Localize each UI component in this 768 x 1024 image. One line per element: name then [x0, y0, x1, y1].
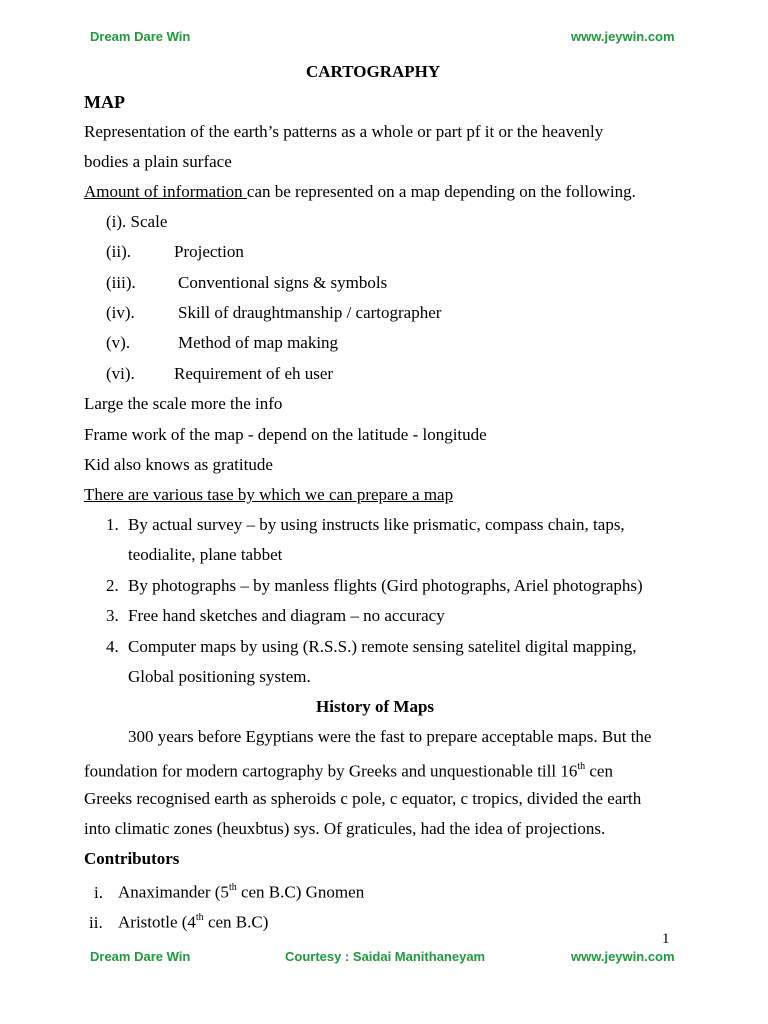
list-item-number: (iv).	[106, 303, 135, 322]
history-line-4: into climatic zones (heuxbtus) sys. Of graticules, had the idea of projections.	[84, 819, 606, 838]
list-item-text: Free hand sketches and diagram – no accuracy	[128, 606, 445, 625]
header-left-text: Dream Dare Win	[90, 29, 191, 44]
large-scale-line: Large the scale more the info	[84, 394, 283, 413]
list-item-number: (i).	[106, 212, 127, 231]
list-item-text: Anaximander (5	[118, 882, 229, 902]
superscript: th	[228, 882, 237, 893]
list-item	[106, 212, 167, 232]
list-item	[106, 303, 441, 323]
history-line-2-end: cen	[585, 761, 613, 781]
kid-line: Kid also knows as gratitude	[84, 455, 273, 474]
list-item	[106, 637, 637, 657]
list-item	[106, 364, 333, 384]
list-item-continuation: Global positioning system.	[128, 667, 311, 686]
list-item-text: By photographs – by manless flights (Gird photographs, Ariel photographs)	[128, 576, 643, 595]
superscript: th	[577, 761, 586, 772]
page-number: 1	[662, 931, 670, 947]
list-item-number: 3.	[106, 606, 119, 625]
map-heading: MAP	[84, 92, 125, 112]
list-item	[106, 576, 643, 596]
list-item-text: Method of map making	[178, 333, 339, 352]
various-line: There are various tase by which we can prepare a map	[84, 485, 454, 504]
superscript: th	[195, 912, 204, 923]
list-item-number: (v).	[106, 333, 131, 352]
list-item	[106, 515, 625, 535]
document-title: CARTOGRAPHY	[306, 62, 441, 81]
amount-rest: can be represented on a map depending on the following.	[246, 182, 636, 201]
list-item-number: i.	[94, 882, 103, 902]
list-item-number: 4.	[106, 637, 119, 656]
list-item-text: Computer maps by using (R.S.S.) remote sensing satelitel digital mapping,	[128, 637, 637, 656]
list-item	[106, 606, 445, 626]
footer-left-text: Dream Dare Win	[90, 949, 191, 964]
list-item-number: ii.	[89, 912, 103, 932]
list-item-text: Conventional signs & symbols	[178, 273, 388, 292]
list-item-text: Projection	[174, 242, 244, 261]
list-item-text: By actual survey – by using instructs like prismatic, compass chain, taps,	[128, 515, 625, 534]
list-item	[89, 909, 268, 933]
contributors-heading: Contributors	[84, 849, 180, 868]
amount-line	[84, 182, 636, 202]
list-item	[106, 242, 244, 262]
amount-underlined: Amount of information	[84, 182, 247, 201]
list-item-number: (iii).	[106, 273, 136, 292]
list-item-number: (vi).	[106, 364, 135, 383]
history-heading: History of Maps	[316, 697, 435, 716]
list-item-number: 2.	[106, 576, 119, 595]
definition-line-2: bodies a plain surface	[84, 152, 232, 171]
list-item-text: Requirement of eh user	[174, 364, 334, 383]
history-line-1: 300 years before Egyptians were the fast to prepare acceptable maps. But the	[128, 727, 652, 746]
footer-courtesy-text: Courtesy : Saidai Manithaneyam	[285, 949, 486, 964]
list-item-text: Scale	[130, 212, 168, 231]
list-item-number: (ii).	[106, 242, 132, 261]
history-line-3: Greeks recognised earth as spheroids c pole, c equator, c tropics, divided the earth	[84, 789, 642, 808]
list-item	[106, 273, 387, 293]
header-website-link[interactable]: www.jeywin.com	[571, 29, 675, 44]
history-line-2-text: foundation for modern cartography by Greeks and unquestionable till 16	[84, 761, 578, 781]
list-item	[94, 879, 364, 903]
footer-website-link[interactable]: www.jeywin.com	[571, 949, 675, 964]
definition-line-1: Representation of the earth’s patterns as a whole or part pf it or the heavenly	[84, 122, 604, 141]
list-item-continuation: teodialite, plane tabbet	[128, 545, 283, 564]
list-item-text: Skill of draughtmanship / cartographer	[178, 303, 442, 322]
history-line-2	[84, 758, 613, 782]
list-item-text: Aristotle (4	[118, 912, 196, 932]
list-item-text-end: cen B.C) Gnomen	[236, 882, 365, 902]
list-item	[106, 333, 338, 353]
list-item-text-end: cen B.C)	[203, 912, 269, 932]
list-item-number: 1.	[106, 515, 119, 534]
frame-work-line: Frame work of the map - depend on the latitude - longitude	[84, 425, 487, 444]
